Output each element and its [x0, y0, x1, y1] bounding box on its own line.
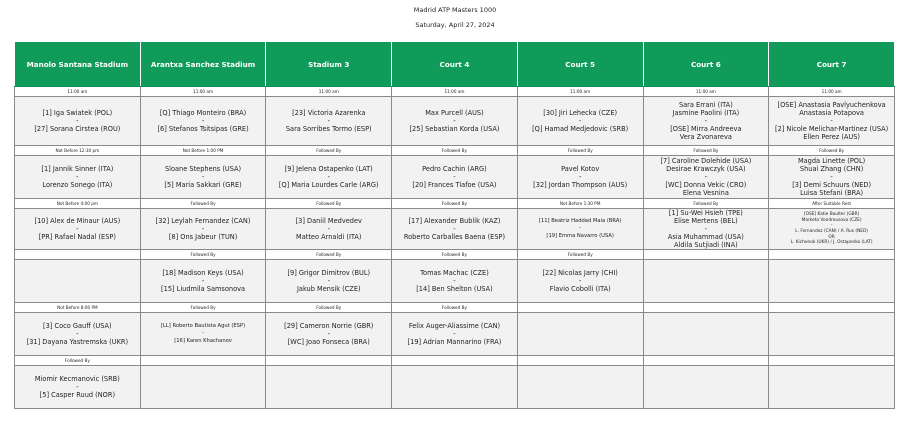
start-time-label: Followed By [517, 146, 643, 156]
match-players [771, 157, 892, 197]
empty-match-cell [769, 366, 895, 409]
versus-separator: - [327, 173, 330, 181]
versus-separator: - [830, 173, 833, 181]
versus-separator: - [327, 225, 330, 233]
player-name: [30] Jiri Lehecka (CZE) [543, 109, 618, 117]
court-header: Stadium 3 [266, 42, 392, 87]
match-players [646, 209, 767, 249]
player-name: [OSE] Anastasia Pavlyuchenkova [777, 101, 886, 109]
match-cell [266, 156, 392, 199]
schedule-body [15, 87, 895, 409]
match-cell [517, 209, 643, 250]
court-header: Court 6 [643, 42, 769, 87]
match-cell [266, 260, 392, 303]
match-row [15, 97, 895, 146]
match-cell [392, 209, 518, 250]
start-time-label: Not Before 4:00 pm [15, 199, 141, 209]
player-name: Sloane Stephens (USA) [164, 165, 242, 173]
start-time-label: Not Before 8:00 PM [15, 303, 141, 313]
match-cell [517, 97, 643, 146]
player-name: [1] Iga Swiatek (POL) [42, 109, 113, 117]
player-name: Magda Linette (POL) [797, 157, 866, 165]
match-cell [392, 156, 518, 199]
player-name: [PR] Rafael Nadal (ESP) [38, 233, 116, 241]
start-time-label [643, 303, 769, 313]
versus-separator: - [201, 173, 205, 181]
player-name: Flavio Cobolli (ITA) [549, 285, 611, 293]
player-name: [22] Nicolas Jarry (CHI) [542, 269, 618, 277]
match-players [394, 109, 515, 133]
versus-separator: - [453, 277, 456, 285]
match-row [15, 156, 895, 199]
empty-match-cell [643, 313, 769, 356]
player-name: [5] Casper Ruud (NOR) [39, 391, 116, 399]
match-players [268, 165, 389, 189]
empty-match-cell [643, 260, 769, 303]
start-time-label: Followed By [392, 303, 518, 313]
player-name: [OSE] Katie Boulter (GBR) [803, 212, 860, 218]
start-time-label: Followed By [266, 146, 392, 156]
player-name: [Q] Thiago Monteiro (BRA) [159, 109, 247, 117]
player-name: [32] Jordan Thompson (AUS) [533, 181, 628, 189]
court-header: Manolo Santana Stadium [15, 42, 141, 87]
match-row [15, 209, 895, 250]
match-players [143, 165, 264, 189]
match-players [143, 217, 264, 241]
player-name: [2] Nicole Melichar-Martinez (USA) [775, 125, 889, 133]
player-name: [9] Grigor Dimitrov (BUL) [287, 269, 371, 277]
match-players [520, 269, 641, 293]
court-header-row [15, 42, 895, 87]
start-time-label: Not Before 12:30 pm [15, 146, 141, 156]
player-name: [32] Leylah Fernandez (CAN) [155, 217, 251, 225]
player-name: Luisa Stefani (BRA) [800, 189, 864, 197]
versus-separator: - [704, 173, 708, 181]
match-row [15, 366, 895, 409]
match-cell [517, 260, 643, 303]
match-players [771, 212, 892, 246]
player-name: [Q] Maria Lourdes Carle (ARG) [278, 181, 379, 189]
player-name: [25] Sebastian Korda (USA) [409, 125, 500, 133]
player-name: [3] Daniil Medvedev [295, 217, 362, 225]
versus-separator: - [327, 277, 330, 285]
match-cell [266, 313, 392, 356]
start-time-label: 11:00 am [266, 87, 392, 97]
match-cell [769, 209, 895, 250]
start-time-label: Followed By [392, 199, 518, 209]
player-name: [7] Caroline Dolehide (USA) [660, 157, 752, 165]
player-name: Roberto Carballes Baena (ESP) [403, 233, 506, 241]
start-time-label [769, 356, 895, 366]
court-header: Court 5 [517, 42, 643, 87]
empty-match-cell [140, 366, 266, 409]
player-name: [18] Madison Keys (USA) [162, 269, 244, 277]
match-players [394, 269, 515, 293]
start-time-label: 11:00 am [643, 87, 769, 97]
match-row [15, 260, 895, 303]
player-name: [6] Stefanos Tsitsipas (GRE) [157, 125, 249, 133]
versus-separator: - [201, 117, 205, 125]
start-time-label: Not Before 1:30 PM [517, 199, 643, 209]
empty-match-cell [769, 260, 895, 303]
match-players [268, 217, 389, 241]
match-players [520, 109, 641, 133]
player-name: Elise Mertens (BEL) [673, 217, 738, 225]
start-time-label: Followed By [392, 250, 518, 260]
versus-separator: - [76, 330, 79, 338]
empty-match-cell [517, 313, 643, 356]
player-name: [14] Ben Shelton (USA) [416, 285, 493, 293]
match-players [143, 109, 264, 133]
match-cell [392, 97, 518, 146]
time-row [15, 146, 895, 156]
start-time-label [769, 250, 895, 260]
player-name: [10] Alex de Minaur (AUS) [34, 217, 121, 225]
player-name: [11] Beatriz Haddad Maia (BRA) [538, 218, 622, 225]
match-players [771, 101, 892, 141]
versus-separator: - [202, 330, 204, 337]
start-time-label: 11:00 am [140, 87, 266, 97]
player-name: [OSE] Mirra Andreeva [670, 125, 742, 133]
player-name: Tomas Machac (CZE) [420, 269, 489, 277]
player-name: Sara Errani (ITA) [678, 101, 733, 109]
player-name: [5] Maria Sakkari (GRE) [164, 181, 242, 189]
player-name: [3] Demi Schuurs (NED) [792, 181, 872, 189]
court-header: Court 4 [392, 42, 518, 87]
match-players [17, 109, 138, 133]
match-players [17, 217, 138, 241]
player-name: Lorenzo Sonego (ITA) [42, 181, 113, 189]
versus-separator: - [327, 117, 330, 125]
match-cell [140, 260, 266, 303]
start-time-label: Followed By [140, 199, 266, 209]
player-name: [16] Karen Khachanov [174, 337, 232, 344]
match-cell [140, 313, 266, 356]
player-name: [19] Adrian Mannarino (FRA) [407, 338, 502, 346]
player-name: Pedro Cachin (ARG) [422, 165, 487, 173]
start-time-label [266, 356, 392, 366]
player-name: [19] Emma Navarro (USA) [546, 232, 614, 239]
versus-separator: - [453, 330, 456, 338]
versus-separator: - [830, 223, 833, 229]
start-time-label: After Suitable Rest [769, 199, 895, 209]
player-name: [LL] Roberto Bautista Agut (ESP) [160, 323, 246, 330]
versus-separator: - [830, 117, 833, 125]
court-header: Arantxa Sanchez Stadium [140, 42, 266, 87]
versus-separator: - [76, 225, 79, 233]
match-players [394, 165, 515, 189]
match-cell [15, 313, 141, 356]
player-name: [27] Sorana Cirstea (ROU) [34, 125, 121, 133]
player-name: Marketa Vondrousova (CZE) [801, 217, 862, 223]
match-players [268, 269, 389, 293]
start-time-label: 11:00 am [517, 87, 643, 97]
start-time-label: Followed By [140, 250, 266, 260]
empty-match-cell [643, 366, 769, 409]
versus-separator: - [579, 225, 582, 232]
match-cell [643, 156, 769, 199]
versus-separator: - [453, 173, 456, 181]
match-players [646, 157, 767, 197]
versus-separator: - [453, 117, 456, 125]
match-cell [643, 209, 769, 250]
time-row [15, 356, 895, 366]
versus-separator: - [76, 117, 79, 125]
start-time-label: Followed By [392, 146, 518, 156]
match-cell [643, 97, 769, 146]
order-of-play-table [14, 41, 895, 409]
player-name: [15] Liudmila Samsonova [161, 285, 246, 293]
player-name: [1] Jannik Sinner (ITA) [41, 165, 114, 173]
player-name: [17] Alexander Bublik (KAZ) [408, 217, 501, 225]
court-header: Court 7 [769, 42, 895, 87]
start-time-label: Followed By [140, 303, 266, 313]
player-name: Jakub Mensik (CZE) [296, 285, 361, 293]
start-time-label [643, 356, 769, 366]
start-time-label: Followed By [643, 146, 769, 156]
match-cell [517, 156, 643, 199]
versus-separator: - [578, 277, 582, 285]
match-players [17, 322, 138, 346]
match-cell [140, 97, 266, 146]
empty-match-cell [517, 366, 643, 409]
player-name: Vera Zvonareva [679, 133, 732, 141]
start-time-label: 11:00 am [392, 87, 518, 97]
start-time-label: 11:00 am [15, 87, 141, 97]
match-cell [266, 209, 392, 250]
tournament-title: Madrid ATP Masters 1000 [413, 6, 497, 14]
player-name: Shuai Zhang (CHN) [799, 165, 864, 173]
match-players [17, 375, 138, 399]
match-cell [140, 156, 266, 199]
player-name: OR [828, 234, 835, 240]
player-name: Anastasia Potapova [799, 109, 864, 117]
match-cell [266, 97, 392, 146]
match-players [646, 101, 767, 141]
match-players [520, 218, 641, 240]
versus-separator: - [201, 225, 205, 233]
player-name: L. Fernandez (CAN) / A. Rus (NED) [795, 229, 868, 234]
player-name: [1] Su-Wei Hsieh (TPE) [668, 209, 743, 217]
player-name: L. Kichenok (UKR) / J. Ostapenko (LAT) [790, 240, 873, 246]
match-cell [769, 156, 895, 199]
schedule-date: Saturday, April 27, 2024 [415, 21, 495, 29]
versus-separator: - [704, 225, 708, 233]
player-name: [23] Victoria Azarenka [292, 109, 366, 117]
start-time-label: 11:00 am [769, 87, 895, 97]
match-cell [392, 260, 518, 303]
player-name: [20] Frances Tiafoe (USA) [412, 181, 497, 189]
versus-separator: - [704, 117, 708, 125]
versus-separator: - [201, 277, 205, 285]
time-row [15, 87, 895, 97]
start-time-label: Followed By [266, 199, 392, 209]
match-cell [15, 97, 141, 146]
match-players [394, 217, 515, 241]
player-name: Elena Vesnina [682, 189, 729, 197]
start-time-label: Followed By [15, 356, 141, 366]
match-players [394, 322, 515, 346]
start-time-label [517, 356, 643, 366]
match-players [17, 165, 138, 189]
match-row [15, 313, 895, 356]
player-name: [8] Ons Jabeur (TUN) [168, 233, 238, 241]
match-cell [392, 313, 518, 356]
player-name: Desirae Krawczyk (USA) [666, 165, 746, 173]
player-name: Ellen Perez (AUS) [803, 133, 861, 141]
player-name: Sara Sorribes Tormo (ESP) [285, 125, 372, 133]
match-players [143, 323, 264, 345]
player-name: Felix Auger-Aliassime (CAN) [408, 322, 501, 330]
empty-match-cell [266, 366, 392, 409]
match-cell [15, 156, 141, 199]
match-players [143, 269, 264, 293]
start-time-label [769, 303, 895, 313]
start-time-label [15, 250, 141, 260]
start-time-label: Followed By [517, 250, 643, 260]
start-time-label: Followed By [266, 303, 392, 313]
time-row [15, 250, 895, 260]
versus-separator: - [76, 173, 79, 181]
player-name: Jasmine Paolini (ITA) [672, 109, 740, 117]
match-players [520, 165, 641, 189]
start-time-label: Followed By [266, 250, 392, 260]
empty-match-cell [769, 313, 895, 356]
match-cell [140, 209, 266, 250]
player-name: Aldila Sutjiadi (INA) [674, 241, 738, 249]
versus-separator: - [327, 330, 330, 338]
start-time-label [392, 356, 518, 366]
player-name: Matteo Arnaldi (ITA) [296, 233, 362, 241]
player-name: [31] Dayana Yastremska (UKR) [26, 338, 129, 346]
versus-separator: - [578, 173, 582, 181]
player-name: Max Purcell (AUS) [425, 109, 484, 117]
empty-match-cell [392, 366, 518, 409]
versus-separator: - [453, 225, 456, 233]
match-players [268, 109, 389, 133]
versus-separator: - [76, 383, 79, 391]
empty-match-cell [15, 260, 141, 303]
player-name: [29] Cameron Norrie (GBR) [284, 322, 374, 330]
time-row [15, 303, 895, 313]
player-name: [Q] Hamad Medjedovic (SRB) [532, 125, 629, 133]
time-row [15, 199, 895, 209]
start-time-label: Followed By [769, 146, 895, 156]
start-time-label [140, 356, 266, 366]
player-name: [9] Jelena Ostapenko (LAT) [284, 165, 373, 173]
match-cell [15, 366, 141, 409]
match-cell [769, 97, 895, 146]
start-time-label [643, 250, 769, 260]
player-name: [3] Coco Gauff (USA) [43, 322, 112, 330]
start-time-label [517, 303, 643, 313]
player-name: [WC] Donna Vekic (CRO) [665, 181, 747, 189]
player-name: Pavel Kotov [561, 165, 600, 173]
player-name: Miomir Kecmanovic (SRB) [34, 375, 120, 383]
match-players [268, 322, 389, 346]
start-time-label: Not Before 1:00 PM [140, 146, 266, 156]
player-name: Asia Muhammad (USA) [667, 233, 744, 241]
player-name: [WC] Joao Fonseca (BRA) [287, 338, 370, 346]
versus-separator: - [578, 117, 582, 125]
match-cell [15, 209, 141, 250]
start-time-label: Followed By [643, 199, 769, 209]
